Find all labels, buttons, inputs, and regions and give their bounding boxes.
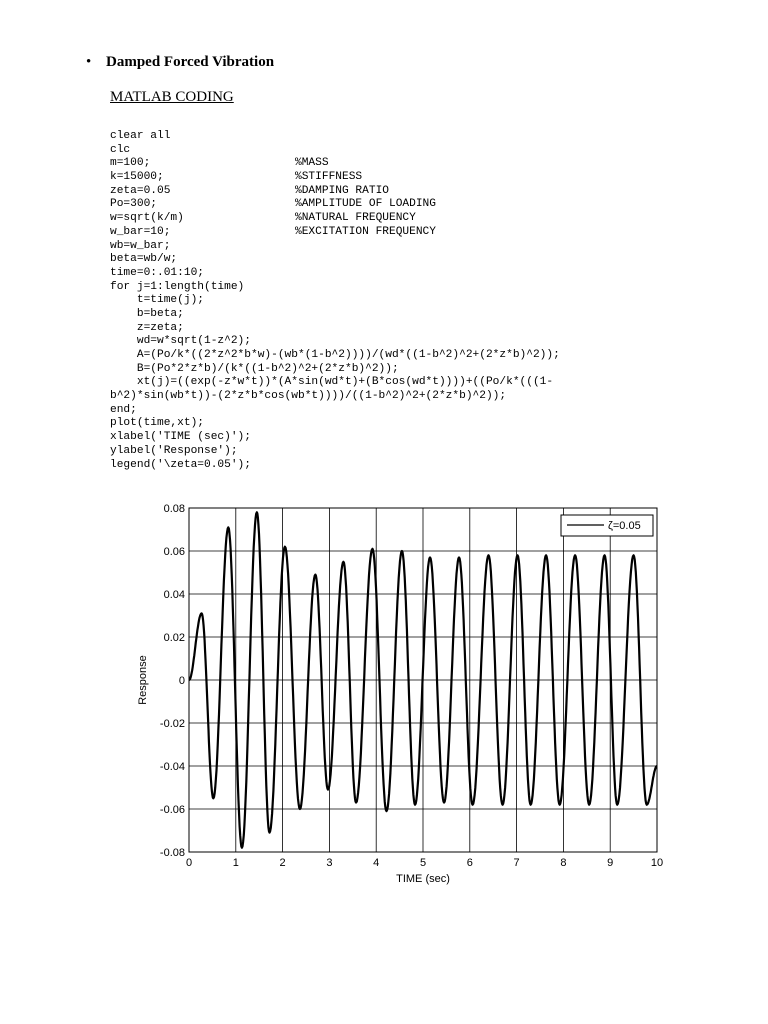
code-statement: time=0:.01:10; — [110, 266, 204, 279]
code-statement: beta=wb/w; — [110, 253, 178, 266]
code-statement: t=time(j); — [110, 294, 204, 307]
section-title: Damped Forced Vibration — [106, 54, 275, 70]
code-statement: legend('\zeta=0.05'); — [110, 458, 251, 471]
x-tick-label: 7 — [513, 857, 520, 869]
code-statement: clc — [110, 143, 131, 156]
x-tick-label: 2 — [279, 857, 286, 869]
x-tick-label: 0 — [185, 857, 193, 869]
code-statement: end; — [110, 403, 137, 416]
code-statement: plot(time,xt); — [110, 417, 204, 430]
x-tick-label: 9 — [607, 857, 614, 869]
subtitle: MATLAB CODING — [110, 89, 234, 105]
x-tick-label: 6 — [466, 857, 473, 869]
code-comment: %DAMPING RATIO — [295, 184, 389, 197]
y-tick-label: 0 — [178, 675, 185, 687]
code-statement: Po=300; — [110, 198, 157, 211]
code-statement: wb=w_bar; — [110, 239, 171, 252]
code-comment: %NATURAL FREQUENCY — [295, 212, 416, 225]
y-tick-label: -0.02 — [159, 718, 185, 730]
y-tick-label: 0.06 — [163, 546, 185, 558]
code-statement: w_bar=10; — [110, 225, 171, 238]
x-axis-label: TIME (sec) — [396, 873, 450, 885]
code-statement: ylabel('Response'); — [110, 444, 238, 457]
code-comment: %STIFFNESS — [295, 171, 363, 184]
code-statement: b^2)*sin(wb*t))-(2*z*b*cos(wb*t))))/((1-b^2)^2+(2*z*b)^2)); — [110, 390, 507, 403]
x-tick-label: 1 — [232, 857, 239, 869]
y-axis-label: Response — [137, 655, 149, 705]
code-statement: m=100; — [110, 157, 151, 170]
y-tick-label: 0.08 — [163, 503, 185, 515]
code-comment: %EXCITATION FREQUENCY — [295, 225, 436, 238]
code-statement: xlabel('TIME (sec)'); — [110, 431, 251, 444]
legend-label: ζ=0.05 — [608, 520, 641, 532]
code-statement: B=(Po*2*z*b)/(k*((1-b^2)^2+(2*z*b)^2)); — [110, 362, 399, 375]
code-statement: k=15000; — [110, 171, 164, 184]
code-statement: zeta=0.05 — [110, 184, 171, 197]
x-tick-label: 8 — [560, 857, 567, 869]
bullet-icon: • — [86, 54, 92, 70]
x-tick-label: 5 — [419, 857, 427, 869]
code-statement: A=(Po/k*((2*z^2*b*w)-(wb*(1-b^2))))/(wd*((1-b^2)^2+(2*z*b)^2)); — [110, 349, 560, 361]
y-tick-label: 0.02 — [163, 632, 185, 644]
x-tick-label: 10 — [650, 857, 664, 869]
code-statement: for j=1:length(time) — [110, 280, 245, 293]
y-tick-label: -0.08 — [159, 847, 185, 859]
code-comment: %MASS — [295, 157, 329, 170]
code-statement: xt(j)=((exp(-z*w*t))*(A*sin(wd*t)+(B*cos(wd*t))))+((Po/k*(((1- — [110, 376, 554, 389]
code-comment: %AMPLITUDE OF LOADING — [295, 198, 436, 211]
code-statement: b=beta; — [110, 307, 184, 320]
y-tick-label: -0.04 — [159, 761, 185, 773]
x-tick-label: 4 — [373, 857, 380, 869]
x-tick-label: 3 — [326, 857, 333, 869]
code-statement: w=sqrt(k/m) — [110, 212, 184, 225]
code-statement: z=zeta; — [110, 321, 184, 334]
y-tick-label: 0.04 — [163, 589, 185, 601]
y-tick-label: -0.06 — [159, 804, 185, 816]
code-statement: clear all — [110, 130, 171, 142]
code-statement: wd=w*sqrt(1-z^2); — [110, 335, 251, 348]
